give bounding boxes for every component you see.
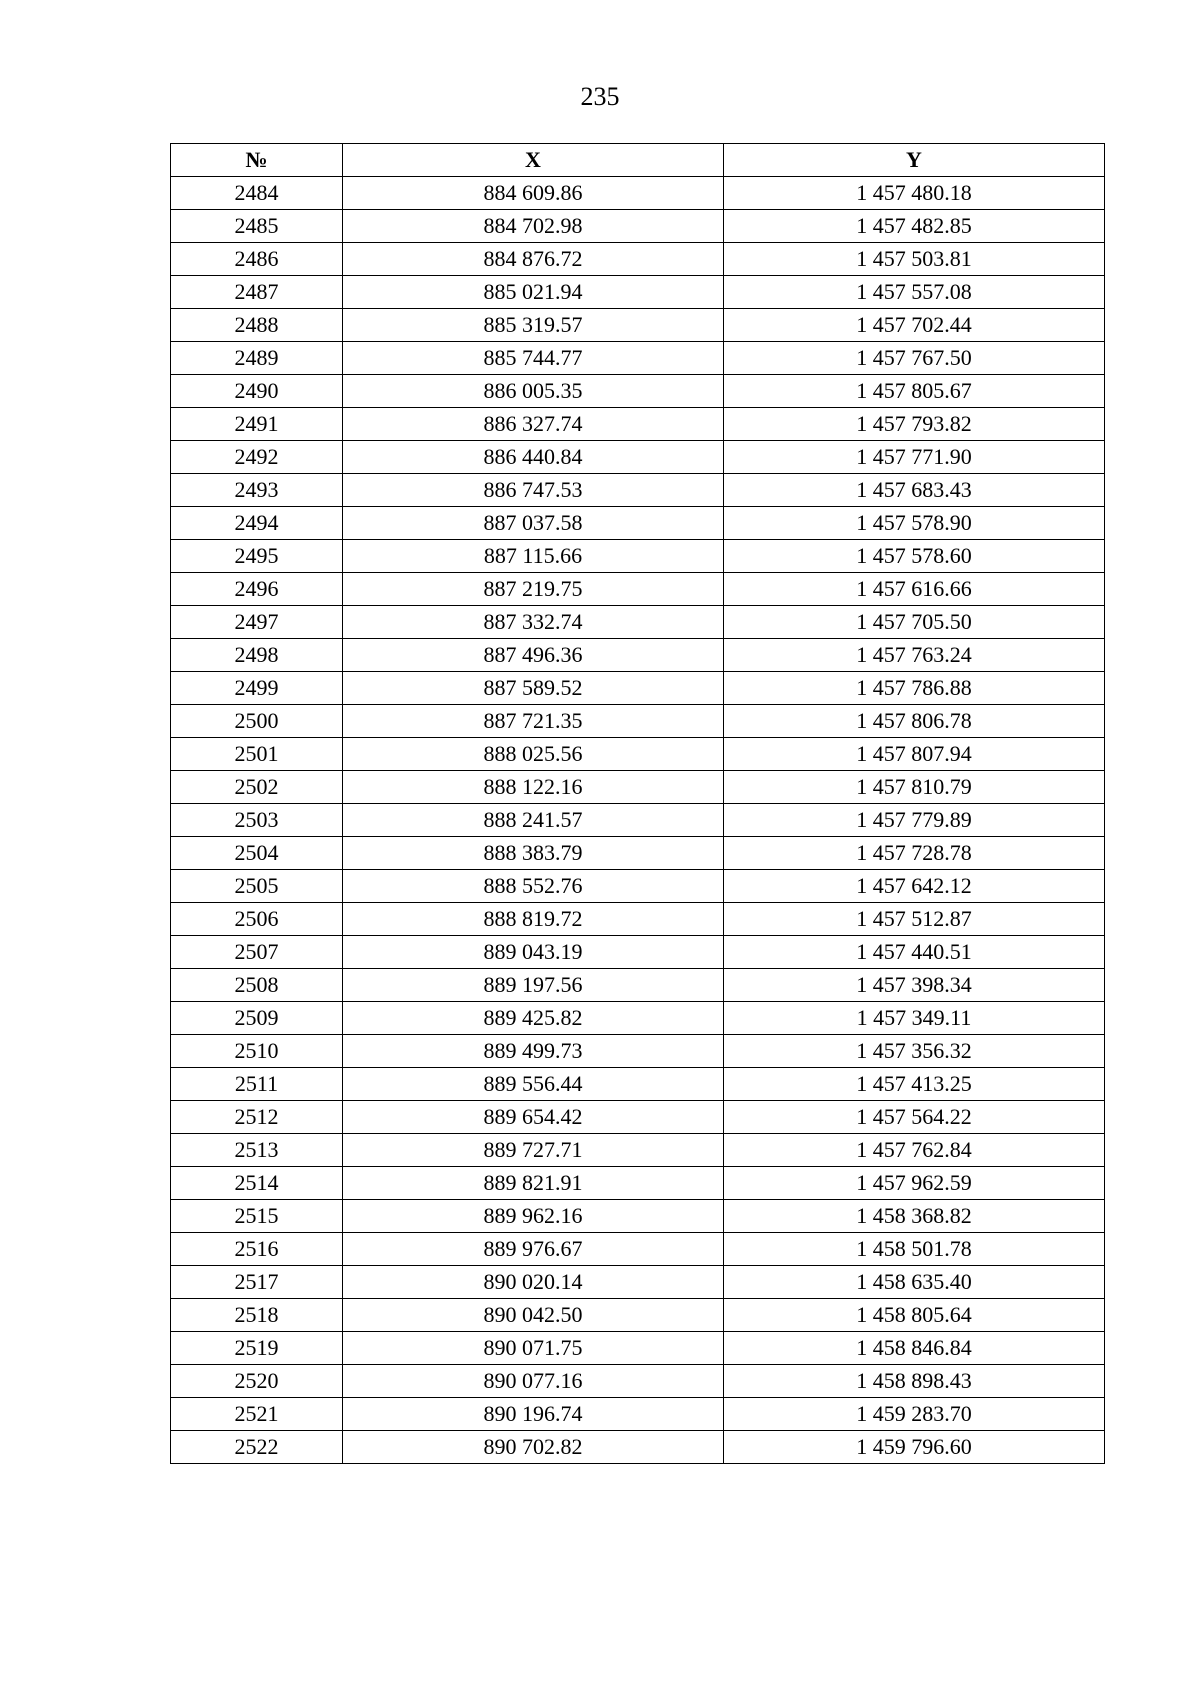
table-row [171, 1101, 1105, 1134]
y-coordinate-cell: 1 457 642.12 [724, 870, 1105, 903]
y-coordinate-cell: 1 458 805.64 [724, 1299, 1105, 1332]
point-number-cell: 2516 [171, 1233, 343, 1266]
x-coordinate-cell: 884 702.98 [343, 210, 724, 243]
x-coordinate-cell: 888 552.76 [343, 870, 724, 903]
x-coordinate-cell: 888 241.57 [343, 804, 724, 837]
table-row [171, 705, 1105, 738]
table-row [171, 210, 1105, 243]
x-coordinate-cell: 887 037.58 [343, 507, 724, 540]
table-row [171, 375, 1105, 408]
table-header [171, 144, 1105, 177]
x-coordinate-cell: 889 962.16 [343, 1200, 724, 1233]
x-coordinate-cell: 889 654.42 [343, 1101, 724, 1134]
y-coordinate-cell: 1 457 356.32 [724, 1035, 1105, 1068]
point-number-cell: 2522 [171, 1431, 343, 1464]
y-coordinate-cell: 1 457 482.85 [724, 210, 1105, 243]
y-coordinate-cell: 1 457 578.60 [724, 540, 1105, 573]
y-coordinate-cell: 1 457 616.66 [724, 573, 1105, 606]
point-number-cell: 2502 [171, 771, 343, 804]
x-coordinate-cell: 889 425.82 [343, 1002, 724, 1035]
x-coordinate-cell: 886 327.74 [343, 408, 724, 441]
y-coordinate-cell: 1 457 683.43 [724, 474, 1105, 507]
x-coordinate-cell: 889 976.67 [343, 1233, 724, 1266]
x-coordinate-cell: 887 721.35 [343, 705, 724, 738]
y-coordinate-cell: 1 458 368.82 [724, 1200, 1105, 1233]
y-coordinate-cell: 1 457 786.88 [724, 672, 1105, 705]
table-row [171, 771, 1105, 804]
x-coordinate-cell: 888 383.79 [343, 837, 724, 870]
table-row [171, 639, 1105, 672]
point-number-cell: 2512 [171, 1101, 343, 1134]
point-number-cell: 2488 [171, 309, 343, 342]
table-row [171, 1431, 1105, 1464]
table-row [171, 309, 1105, 342]
table-row [171, 441, 1105, 474]
x-coordinate-cell: 885 319.57 [343, 309, 724, 342]
x-coordinate-cell: 890 020.14 [343, 1266, 724, 1299]
table-row [171, 606, 1105, 639]
table-row [171, 1002, 1105, 1035]
table-row [171, 1068, 1105, 1101]
header-x: X [343, 144, 724, 177]
point-number-cell: 2515 [171, 1200, 343, 1233]
point-number-cell: 2495 [171, 540, 343, 573]
y-coordinate-cell: 1 457 398.34 [724, 969, 1105, 1002]
table-row [171, 870, 1105, 903]
table-body [171, 177, 1105, 1464]
x-coordinate-cell: 889 821.91 [343, 1167, 724, 1200]
x-coordinate-cell: 888 025.56 [343, 738, 724, 771]
point-number-cell: 2486 [171, 243, 343, 276]
x-coordinate-cell: 890 196.74 [343, 1398, 724, 1431]
x-coordinate-cell: 887 115.66 [343, 540, 724, 573]
point-number-cell: 2491 [171, 408, 343, 441]
point-number-cell: 2500 [171, 705, 343, 738]
point-number-cell: 2518 [171, 1299, 343, 1332]
point-number-cell: 2521 [171, 1398, 343, 1431]
table-row [171, 837, 1105, 870]
point-number-cell: 2497 [171, 606, 343, 639]
table-row [171, 1200, 1105, 1233]
y-coordinate-cell: 1 458 846.84 [724, 1332, 1105, 1365]
table-row [171, 903, 1105, 936]
table-row [171, 1332, 1105, 1365]
point-number-cell: 2519 [171, 1332, 343, 1365]
point-number-cell: 2503 [171, 804, 343, 837]
table-row [171, 738, 1105, 771]
x-coordinate-cell: 885 021.94 [343, 276, 724, 309]
table-row [171, 1035, 1105, 1068]
y-coordinate-cell: 1 457 705.50 [724, 606, 1105, 639]
x-coordinate-cell: 889 556.44 [343, 1068, 724, 1101]
x-coordinate-cell: 890 042.50 [343, 1299, 724, 1332]
y-coordinate-cell: 1 457 564.22 [724, 1101, 1105, 1134]
y-coordinate-cell: 1 457 440.51 [724, 936, 1105, 969]
point-number-cell: 2505 [171, 870, 343, 903]
point-number-cell: 2485 [171, 210, 343, 243]
table-row [171, 1299, 1105, 1332]
table-row [171, 1134, 1105, 1167]
y-coordinate-cell: 1 457 962.59 [724, 1167, 1105, 1200]
y-coordinate-cell: 1 457 578.90 [724, 507, 1105, 540]
x-coordinate-cell: 888 122.16 [343, 771, 724, 804]
x-coordinate-cell: 887 589.52 [343, 672, 724, 705]
table-row [171, 936, 1105, 969]
table-row [171, 1365, 1105, 1398]
point-number-cell: 2513 [171, 1134, 343, 1167]
table-row [171, 276, 1105, 309]
y-coordinate-cell: 1 457 767.50 [724, 342, 1105, 375]
point-number-cell: 2499 [171, 672, 343, 705]
y-coordinate-cell: 1 457 349.11 [724, 1002, 1105, 1035]
y-coordinate-cell: 1 457 413.25 [724, 1068, 1105, 1101]
x-coordinate-cell: 886 747.53 [343, 474, 724, 507]
x-coordinate-cell: 886 005.35 [343, 375, 724, 408]
point-number-cell: 2496 [171, 573, 343, 606]
y-coordinate-cell: 1 458 898.43 [724, 1365, 1105, 1398]
header-row [171, 144, 1105, 177]
point-number-cell: 2514 [171, 1167, 343, 1200]
table-row [171, 804, 1105, 837]
y-coordinate-cell: 1 457 480.18 [724, 177, 1105, 210]
point-number-cell: 2492 [171, 441, 343, 474]
table-row [171, 177, 1105, 210]
point-number-cell: 2489 [171, 342, 343, 375]
y-coordinate-cell: 1 457 728.78 [724, 837, 1105, 870]
table-row [171, 342, 1105, 375]
table-row [171, 1266, 1105, 1299]
x-coordinate-cell: 886 440.84 [343, 441, 724, 474]
table-row [171, 969, 1105, 1002]
y-coordinate-cell: 1 458 501.78 [724, 1233, 1105, 1266]
x-coordinate-cell: 887 219.75 [343, 573, 724, 606]
point-number-cell: 2493 [171, 474, 343, 507]
x-coordinate-cell: 890 702.82 [343, 1431, 724, 1464]
y-coordinate-cell: 1 458 635.40 [724, 1266, 1105, 1299]
table-row [171, 507, 1105, 540]
point-number-cell: 2511 [171, 1068, 343, 1101]
point-number-cell: 2506 [171, 903, 343, 936]
point-number-cell: 2520 [171, 1365, 343, 1398]
x-coordinate-cell: 885 744.77 [343, 342, 724, 375]
x-coordinate-cell: 890 071.75 [343, 1332, 724, 1365]
y-coordinate-cell: 1 457 763.24 [724, 639, 1105, 672]
x-coordinate-cell: 887 332.74 [343, 606, 724, 639]
x-coordinate-cell: 889 043.19 [343, 936, 724, 969]
table-row [171, 408, 1105, 441]
y-coordinate-cell: 1 457 806.78 [724, 705, 1105, 738]
y-coordinate-cell: 1 457 503.81 [724, 243, 1105, 276]
point-number-cell: 2507 [171, 936, 343, 969]
y-coordinate-cell: 1 457 793.82 [724, 408, 1105, 441]
point-number-cell: 2508 [171, 969, 343, 1002]
y-coordinate-cell: 1 457 512.87 [724, 903, 1105, 936]
x-coordinate-cell: 889 197.56 [343, 969, 724, 1002]
point-number-cell: 2509 [171, 1002, 343, 1035]
header-y: Y [724, 144, 1105, 177]
y-coordinate-cell: 1 457 557.08 [724, 276, 1105, 309]
point-number-cell: 2487 [171, 276, 343, 309]
x-coordinate-cell: 884 876.72 [343, 243, 724, 276]
table-row [171, 573, 1105, 606]
point-number-cell: 2501 [171, 738, 343, 771]
y-coordinate-cell: 1 457 805.67 [724, 375, 1105, 408]
table-row [171, 1398, 1105, 1431]
y-coordinate-cell: 1 457 779.89 [724, 804, 1105, 837]
x-coordinate-cell: 889 499.73 [343, 1035, 724, 1068]
coordinates-table [170, 143, 1105, 1464]
table-row [171, 1167, 1105, 1200]
page-number: 235 [580, 82, 620, 111]
table-row [171, 672, 1105, 705]
point-number-cell: 2504 [171, 837, 343, 870]
point-number-cell: 2498 [171, 639, 343, 672]
y-coordinate-cell: 1 457 702.44 [724, 309, 1105, 342]
y-coordinate-cell: 1 457 807.94 [724, 738, 1105, 771]
table-row [171, 1233, 1105, 1266]
point-number-cell: 2517 [171, 1266, 343, 1299]
y-coordinate-cell: 1 457 810.79 [724, 771, 1105, 804]
point-number-cell: 2494 [171, 507, 343, 540]
point-number-cell: 2484 [171, 177, 343, 210]
point-number-cell: 2510 [171, 1035, 343, 1068]
table-row [171, 243, 1105, 276]
y-coordinate-cell: 1 459 796.60 [724, 1431, 1105, 1464]
y-coordinate-cell: 1 459 283.70 [724, 1398, 1105, 1431]
point-number-cell: 2490 [171, 375, 343, 408]
x-coordinate-cell: 889 727.71 [343, 1134, 724, 1167]
y-coordinate-cell: 1 457 771.90 [724, 441, 1105, 474]
x-coordinate-cell: 884 609.86 [343, 177, 724, 210]
x-coordinate-cell: 890 077.16 [343, 1365, 724, 1398]
x-coordinate-cell: 888 819.72 [343, 903, 724, 936]
header-number: № [171, 144, 343, 177]
table-row [171, 540, 1105, 573]
y-coordinate-cell: 1 457 762.84 [724, 1134, 1105, 1167]
table-row [171, 474, 1105, 507]
x-coordinate-cell: 887 496.36 [343, 639, 724, 672]
